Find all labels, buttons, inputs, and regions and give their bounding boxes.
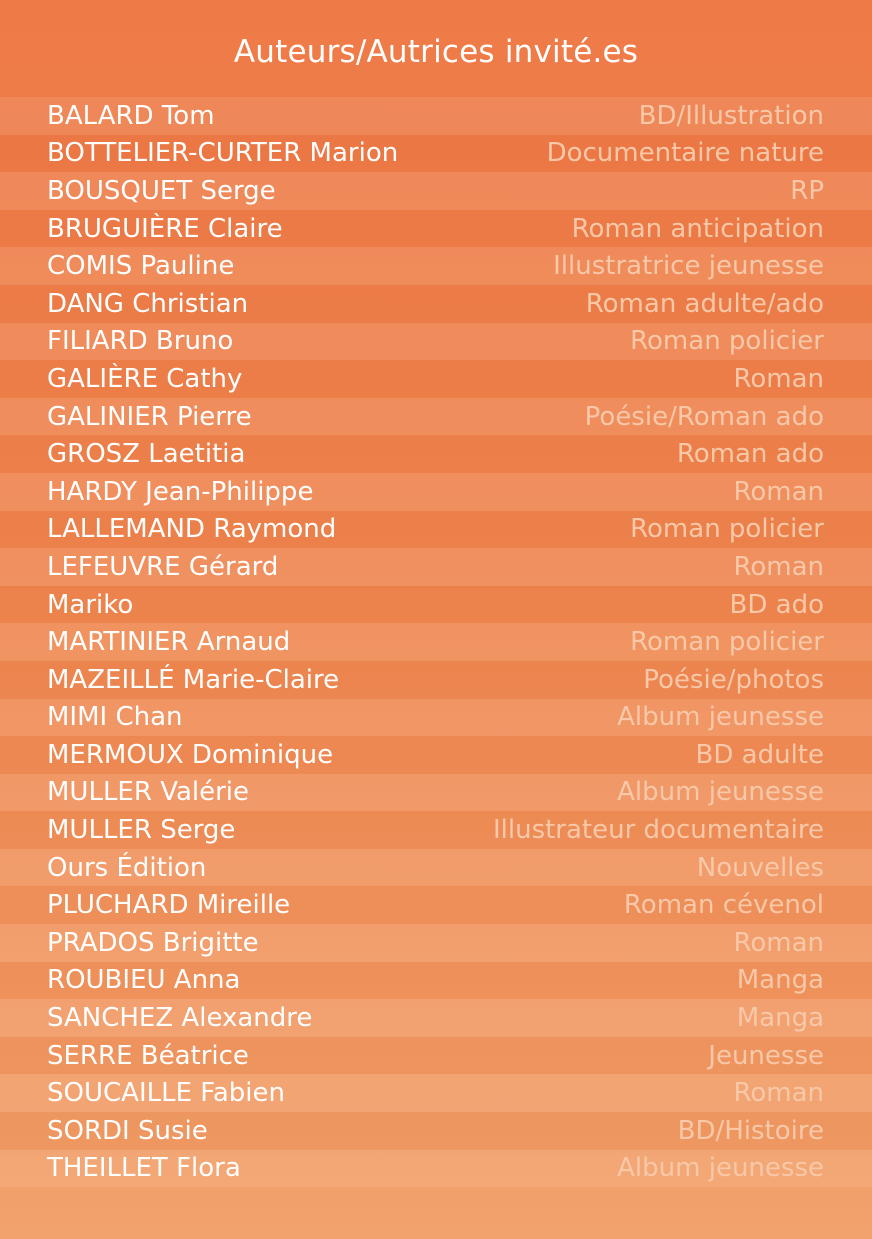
author-name: SOUCAILLE Fabien <box>47 1078 285 1109</box>
author-genre: Roman <box>733 476 824 507</box>
author-name: HARDY Jean-Philippe <box>47 476 314 507</box>
author-genre: Nouvelles <box>696 852 824 883</box>
author-genre: Manga <box>736 1003 824 1034</box>
author-row <box>0 135 872 173</box>
author-genre: Roman anticipation <box>571 213 824 244</box>
author-name: FILIARD Bruno <box>47 326 234 357</box>
author-row <box>0 473 872 511</box>
author-row <box>0 661 872 699</box>
author-genre: Manga <box>736 965 824 996</box>
author-name: MERMOUX Dominique <box>47 739 334 770</box>
author-name: SANCHEZ Alexandre <box>47 1003 313 1034</box>
author-genre: Roman <box>733 927 824 958</box>
author-row <box>0 886 872 924</box>
author-row <box>0 398 872 436</box>
author-genre: Poésie/photos <box>643 664 824 695</box>
author-genre: Illustratrice jeunesse <box>553 251 824 282</box>
author-name: COMIS Pauline <box>47 251 235 282</box>
author-row <box>0 999 872 1037</box>
author-genre: BD adulte <box>695 739 824 770</box>
author-genre: Album jeunesse <box>617 777 824 808</box>
author-name: LALLEMAND Raymond <box>47 514 337 545</box>
author-row <box>0 811 872 849</box>
author-genre: Roman cévenol <box>623 890 824 921</box>
author-row <box>0 435 872 473</box>
author-row <box>0 1037 872 1075</box>
author-row <box>0 97 872 135</box>
author-genre: Roman <box>733 1078 824 1109</box>
author-row <box>0 849 872 887</box>
author-name: MAZEILLÉ Marie-Claire <box>47 664 340 695</box>
author-row <box>0 623 872 661</box>
author-genre: Documentaire nature <box>546 138 824 169</box>
author-row <box>0 210 872 248</box>
author-name: THEILLET Flora <box>47 1153 241 1184</box>
author-row <box>0 360 872 398</box>
author-name: LEFEUVRE Gérard <box>47 551 279 582</box>
author-row <box>0 247 872 285</box>
author-row <box>0 586 872 624</box>
author-name: MULLER Serge <box>47 815 236 846</box>
author-name: GROSZ Laetitia <box>47 439 246 470</box>
author-name: BALARD Tom <box>47 100 215 131</box>
author-genre: Roman policier <box>630 627 824 658</box>
author-name: Mariko <box>47 589 134 620</box>
author-name: BOTTELIER-CURTER Marion <box>47 138 399 169</box>
author-name: DANG Christian <box>47 288 249 319</box>
author-genre: BD/Illustration <box>638 100 824 131</box>
author-genre: Album jeunesse <box>617 1153 824 1184</box>
author-row <box>0 962 872 1000</box>
author-row <box>0 774 872 812</box>
page-title: Auteurs/Autrices invité.es <box>233 34 639 70</box>
author-row <box>0 548 872 586</box>
author-row <box>0 1112 872 1150</box>
author-name: MULLER Valérie <box>47 777 250 808</box>
author-name: MARTINIER Arnaud <box>47 627 291 658</box>
author-name: SERRE Béatrice <box>47 1040 249 1071</box>
author-name: GALIÈRE Cathy <box>47 363 243 394</box>
author-row <box>0 699 872 737</box>
author-name: SORDI Susie <box>47 1115 208 1146</box>
author-genre: Roman adulte/ado <box>585 288 824 319</box>
author-name: PLUCHARD Mireille <box>47 890 291 921</box>
author-genre: Roman <box>733 551 824 582</box>
author-genre: BD ado <box>729 589 824 620</box>
author-row <box>0 1074 872 1112</box>
author-genre: Album jeunesse <box>617 702 824 733</box>
author-genre: Roman policier <box>630 326 824 357</box>
author-row <box>0 285 872 323</box>
author-name: GALINIER Pierre <box>47 401 252 432</box>
author-row <box>0 323 872 361</box>
author-row <box>0 924 872 962</box>
author-genre: RP <box>790 175 824 206</box>
author-name: Ours Édition <box>47 852 207 883</box>
author-genre: BD/Histoire <box>677 1115 824 1146</box>
author-name: MIMI Chan <box>47 702 183 733</box>
author-genre: Roman ado <box>676 439 824 470</box>
author-row <box>0 736 872 774</box>
author-name: BOUSQUET Serge <box>47 175 276 206</box>
author-genre: Jeunesse <box>708 1040 824 1071</box>
author-row <box>0 1150 872 1188</box>
author-genre: Illustrateur documentaire <box>492 815 824 846</box>
author-row <box>0 511 872 549</box>
author-genre: Roman <box>733 363 824 394</box>
author-genre: Poésie/Roman ado <box>584 401 824 432</box>
author-list <box>0 97 872 1187</box>
author-name: BRUGUIÈRE Claire <box>47 213 283 244</box>
author-name: PRADOS Brigitte <box>47 927 259 958</box>
author-name: ROUBIEU Anna <box>47 965 241 996</box>
author-genre: Roman policier <box>630 514 824 545</box>
author-row <box>0 172 872 210</box>
